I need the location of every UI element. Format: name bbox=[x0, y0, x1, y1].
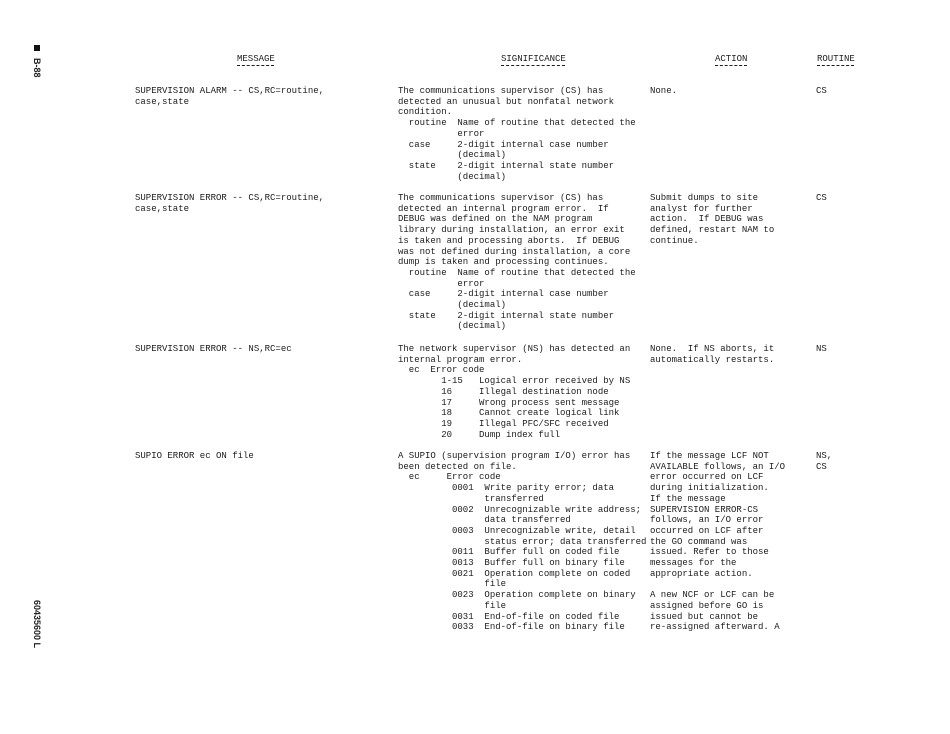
entry-significance-line: The communications supervisor (CS) has bbox=[398, 193, 604, 203]
entry-action-line: error occurred on LCF bbox=[650, 472, 764, 483]
entry-significance-line: 20 Dump index full bbox=[398, 429, 561, 440]
entry-action-line: automatically restarts. bbox=[650, 354, 775, 365]
entry-significance-line: (decimal) bbox=[398, 171, 507, 182]
entry-significance-line: 0031 End-of-file on coded file bbox=[398, 611, 620, 622]
entry-significance-line: routine Name of routine that detected the bbox=[398, 118, 636, 129]
entry-message-line: SUPERVISION ERROR -- NS,RC=ec bbox=[135, 344, 292, 354]
entry-significance-line: 0001 Write parity error; data bbox=[398, 483, 615, 494]
entry-action-line: re-assigned afterward. A bbox=[650, 622, 780, 633]
entry-significance-line: (decimal) bbox=[398, 321, 507, 332]
entry-significance-line: 0023 Operation complete on binary bbox=[398, 590, 636, 601]
header-action: ACTION bbox=[715, 54, 748, 64]
entry-significance-line: error bbox=[398, 128, 485, 139]
entry-significance-line: file bbox=[398, 579, 507, 590]
entry-action-line: defined, restart NAM to bbox=[650, 225, 775, 236]
entry-action-line: assigned before GO is bbox=[650, 600, 764, 611]
entry-significance-line: detected an internal program error. If bbox=[398, 203, 609, 214]
entry-action-line: AVAILABLE follows, an I/O bbox=[650, 461, 786, 472]
entry-action-line: Submit dumps to site bbox=[650, 193, 759, 203]
entry-action-line: follows, an I/O error bbox=[650, 515, 764, 526]
entry-message-line: case,state bbox=[135, 203, 190, 214]
header-message: MESSAGE bbox=[237, 54, 275, 64]
entry-action-line: If the message LCF NOT bbox=[650, 451, 769, 461]
entry-message-line: case,state bbox=[135, 96, 190, 107]
entry-action-line: If the message bbox=[650, 493, 726, 504]
entry-action-line: occurred on LCF after bbox=[650, 525, 764, 536]
entry-action-line: issued. Refer to those bbox=[650, 547, 769, 558]
entry-action-line: the GO command was bbox=[650, 536, 748, 547]
entry-action-line: None. If NS aborts, it bbox=[650, 344, 775, 354]
entry-significance-line: state 2-digit internal state number bbox=[398, 160, 615, 171]
entry-action-line: during initialization. bbox=[650, 483, 769, 494]
entry-message-line: SUPERVISION ERROR -- CS,RC=routine, bbox=[135, 193, 325, 203]
entry-action-line: action. If DEBUG was bbox=[650, 214, 764, 225]
document-number-label: 60435600 L bbox=[32, 600, 42, 649]
header-significance: SIGNIFICANCE bbox=[501, 54, 566, 64]
entry-action-line: SUPERVISION ERROR-CS bbox=[650, 504, 759, 515]
entry-significance-line: A SUPIO (supervision program I/O) error has bbox=[398, 451, 631, 461]
entry-significance-line: (decimal) bbox=[398, 300, 507, 310]
entry-significance-line: 0033 End-of-file on binary file bbox=[398, 622, 625, 633]
entry-significance-line: 0002 Unrecognizable write address; bbox=[398, 504, 642, 515]
entry-significance-line: condition. bbox=[398, 107, 453, 118]
entry-significance-line: ec Error code bbox=[398, 365, 485, 376]
entry-significance-line: 0013 Buffer full on binary file bbox=[398, 558, 625, 568]
entry-significance-line: file bbox=[398, 600, 507, 611]
entry-significance-line: case 2-digit internal case number bbox=[398, 139, 609, 150]
entry-significance-line: 19 Illegal PFC/SFC received bbox=[398, 418, 609, 429]
entry-significance-line: 0021 Operation complete on coded bbox=[398, 568, 631, 579]
entry-significance-line: data transferred bbox=[398, 515, 571, 526]
entry-significance-line: case 2-digit internal case number bbox=[398, 289, 609, 300]
entry-significance-line: ec Error code bbox=[398, 472, 501, 483]
entry-significance-line: state 2-digit internal state number bbox=[398, 310, 615, 321]
entry-significance-line: internal program error. bbox=[398, 354, 523, 365]
entry-significance-line: transferred bbox=[398, 493, 544, 504]
entry-significance-line: (decimal) bbox=[398, 150, 507, 161]
entry-significance-line: was not defined during installation, a core bbox=[398, 246, 631, 257]
entry-significance-line: library during installation, an error exit bbox=[398, 225, 625, 236]
entry-action-line: analyst for further bbox=[650, 203, 753, 214]
entry-significance-line: DEBUG was defined on the NAM program bbox=[398, 214, 593, 225]
entry-significance-line: status error; data transferred bbox=[398, 536, 647, 547]
page-number-label: B-88 bbox=[32, 58, 42, 78]
entry-action-line: A new NCF or LCF can be bbox=[650, 590, 775, 601]
entry-significance-line: dump is taken and processing continues. bbox=[398, 257, 609, 268]
entry-significance-line: error bbox=[398, 278, 485, 289]
entry-action-line: messages for the bbox=[650, 558, 737, 568]
entry-significance-line: 16 Illegal destination node bbox=[398, 386, 609, 397]
entry-significance-line: been detected on file. bbox=[398, 461, 517, 472]
page-edge-mark bbox=[34, 45, 40, 51]
entry-action-line: None. bbox=[650, 86, 678, 96]
entry-significance-line: The communications supervisor (CS) has bbox=[398, 86, 604, 96]
entry-message-line: SUPIO ERROR ec ON file bbox=[135, 451, 254, 461]
entry-significance-line: 18 Cannot create logical link bbox=[398, 408, 620, 419]
entry-significance-line: 0011 Buffer full on coded file bbox=[398, 547, 620, 558]
entry-action-line: continue. bbox=[650, 235, 699, 246]
entry-action-line: issued but cannot be bbox=[650, 611, 759, 622]
entry-significance-line: detected an unusual but nonfatal network bbox=[398, 96, 615, 107]
entry-significance-line: is taken and processing aborts. If DEBUG bbox=[398, 235, 620, 246]
entry-significance-line: routine Name of routine that detected the bbox=[398, 267, 636, 278]
entry-routine-line: NS bbox=[816, 344, 827, 354]
entry-routine-line: CS bbox=[816, 193, 827, 203]
entry-action-line: appropriate action. bbox=[650, 568, 753, 579]
header-routine: ROUTINE bbox=[817, 54, 855, 64]
entry-significance-line: 17 Wrong process sent message bbox=[398, 397, 620, 408]
entry-significance-line: The network supervisor (NS) has detected an bbox=[398, 344, 631, 354]
entry-routine-line: CS bbox=[816, 461, 827, 472]
entry-significance-line: 0003 Unrecognizable write, detail bbox=[398, 525, 636, 536]
entry-message-line: SUPERVISION ALARM -- CS,RC=routine, bbox=[135, 86, 325, 96]
entry-significance-line: 1-15 Logical error received by NS bbox=[398, 376, 631, 387]
entry-routine-line: NS, bbox=[816, 451, 833, 461]
entry-routine-line: CS bbox=[816, 86, 827, 96]
